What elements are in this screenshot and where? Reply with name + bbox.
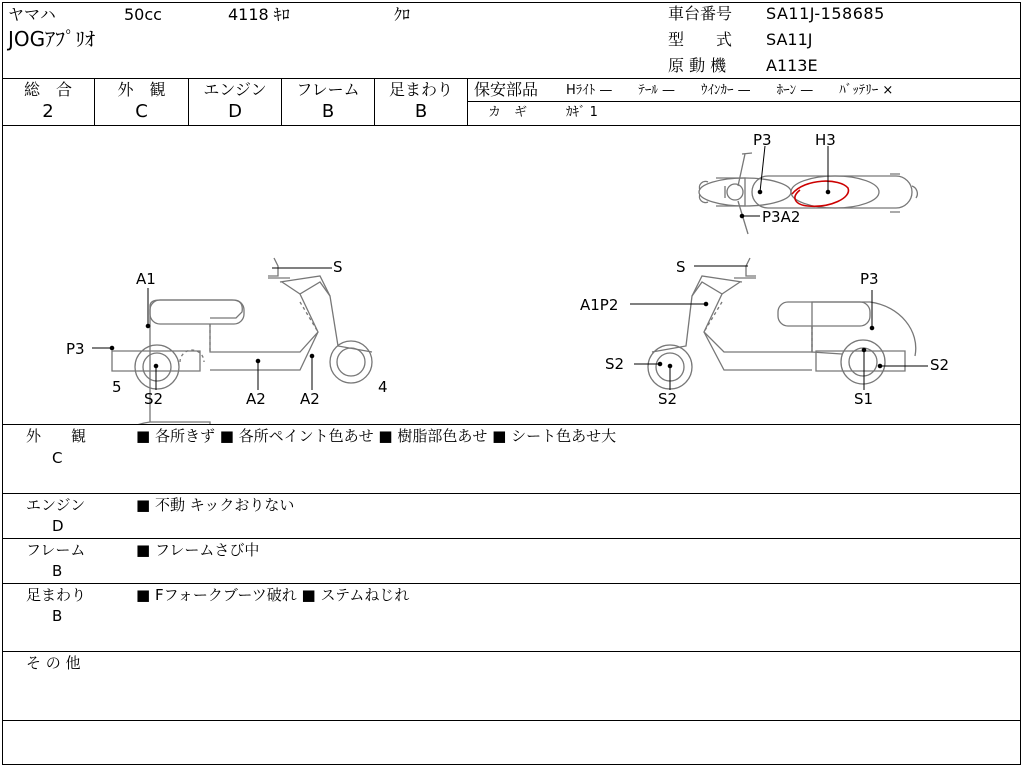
divider: [2, 720, 1021, 721]
remark-label-frame: フレーム: [26, 541, 86, 559]
label-right-p3: P3: [860, 270, 879, 288]
scooter-top-view: [699, 153, 917, 234]
remark-text-frame: ■ フレームさび中: [136, 541, 260, 559]
remark-grade-engine: D: [52, 517, 64, 535]
engine-label: 原 動 機: [668, 56, 727, 75]
grade-label-frame: フレーム: [296, 80, 360, 99]
type-value: SA11J: [766, 30, 813, 49]
label-left-5: 5: [112, 378, 122, 396]
label-top-p3: P3: [753, 131, 772, 149]
safety-items: Hﾗｲﾄ — ﾃｰﾙ — ｳｲﾝｶｰ — ﾎｰﾝ — ﾊﾞｯﾃﾘｰ ×: [566, 83, 894, 98]
remark-label-other: そ の 他: [26, 654, 81, 672]
safety-label: 保安部品: [474, 80, 539, 99]
grade-label-exterior: 外 観: [117, 80, 166, 99]
key-value: ｶｷﾞ 1: [566, 105, 598, 120]
grade-value-exterior: C: [135, 101, 148, 122]
label-left-a2: A2: [300, 390, 320, 408]
label-left-s2: S2: [144, 390, 164, 408]
label-top-h3: H3: [815, 131, 836, 149]
divider: [468, 101, 1021, 102]
displacement: 50cc: [124, 5, 162, 24]
color: ｸﾛ: [394, 5, 411, 24]
remark-grade-frame: B: [52, 562, 63, 580]
model-name: JOGｱﾌﾟﾘｵ: [8, 27, 96, 51]
label-right-s2: S2: [930, 356, 950, 374]
label-left-s: S: [333, 258, 343, 276]
frame-no-label: 車台番号: [668, 4, 733, 23]
remark-grade-exterior: C: [52, 449, 63, 467]
label-left-a1: A1: [136, 270, 156, 288]
divider: [2, 651, 1021, 652]
grade-value-suspension: B: [414, 101, 428, 122]
label-right-s2: S2: [658, 390, 678, 408]
grade-value-engine: D: [228, 101, 242, 122]
grade-label-engine: エンジン: [203, 80, 267, 99]
divider: [2, 493, 1021, 494]
key-label: カ ギ: [488, 105, 528, 120]
remark-text-suspension: ■ Fフォークブーツ破れ ■ ステムねじれ: [136, 586, 410, 604]
label-right-s1: S1: [854, 390, 874, 408]
maker: ヤマハ: [8, 5, 56, 24]
label-right-s: S: [676, 258, 686, 276]
remark-text-exterior: ■ 各所きず ■ 各所ペイント色あせ ■ 樹脂部色あせ ■ シート色あせ大: [136, 427, 617, 445]
engine-value: A113E: [766, 56, 818, 75]
label-left-p3: P3: [66, 340, 85, 358]
label-right-s2: S2: [605, 355, 625, 373]
divider: [2, 583, 1021, 584]
label-left-a2: A2: [246, 390, 266, 408]
grade-label-suspension: 足まわり: [388, 80, 453, 99]
frame-no: SA11J-158685: [766, 4, 885, 23]
mileage: 4118 ｷﾛ: [228, 5, 290, 24]
remark-label-suspension: 足まわり: [26, 586, 87, 604]
divider: [2, 538, 1021, 539]
remark-label-exterior: 外 観: [26, 427, 87, 445]
grade-value-overall: 2: [42, 101, 54, 122]
divider: [2, 78, 1021, 79]
label-right-a1p2: A1P2: [580, 296, 619, 314]
type-label: 型 式: [668, 30, 733, 49]
remark-label-engine: エンジン: [26, 496, 86, 514]
divider: [2, 424, 1021, 425]
label-top-p3a2: P3A2: [762, 208, 801, 226]
label-left-4: 4: [378, 378, 388, 396]
divider: [467, 78, 468, 125]
remark-grade-suspension: B: [52, 607, 63, 625]
grade-label-overall: 総 合: [23, 80, 72, 99]
damage-diagram: [0, 126, 1024, 424]
remark-text-engine: ■ 不動 キックおりない: [136, 496, 295, 514]
grade-value-frame: B: [321, 101, 335, 122]
